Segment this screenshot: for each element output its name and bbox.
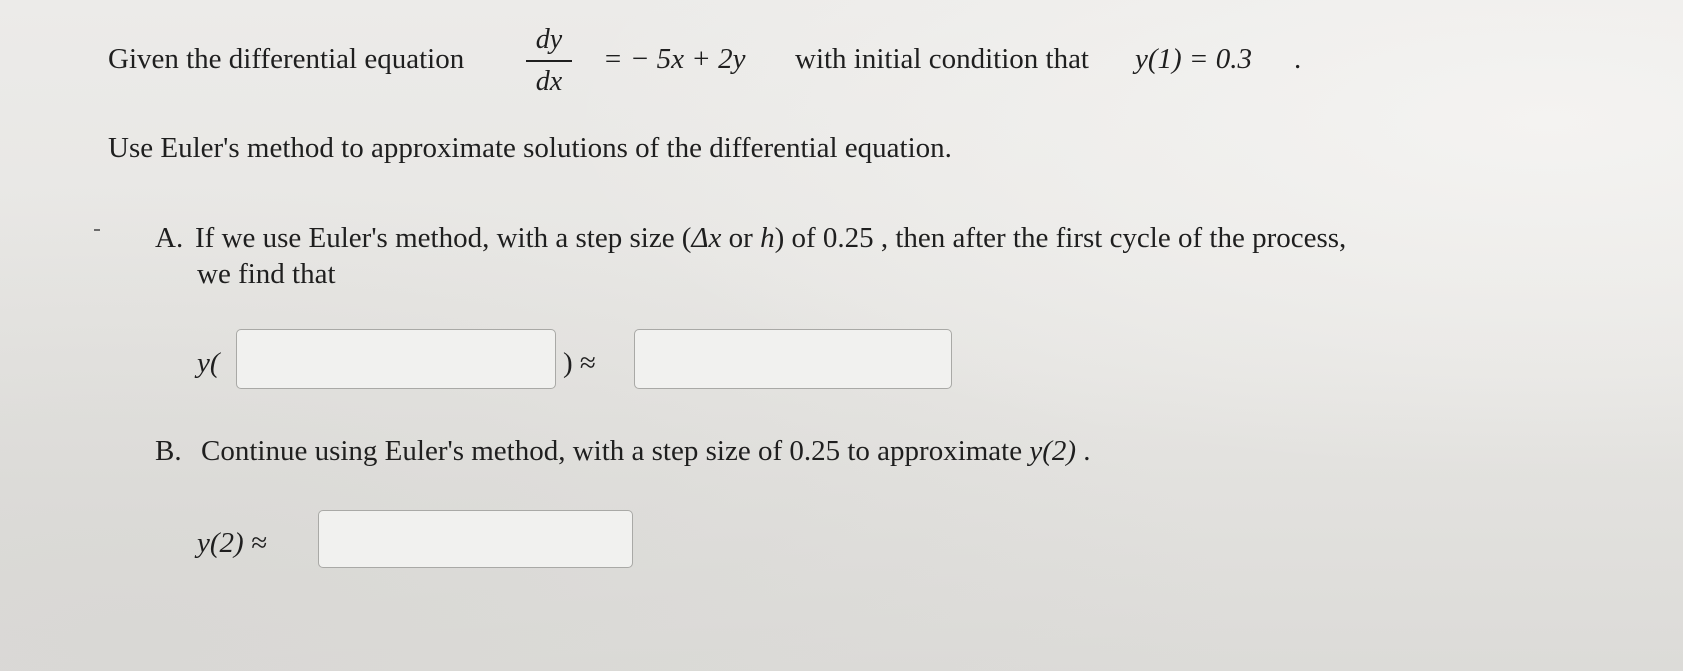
y2-value-input[interactable]: [318, 510, 633, 568]
part-b-label: B.: [155, 435, 182, 467]
intro-suffix: with initial condition that: [795, 43, 1089, 75]
y-open-label: y(: [197, 347, 220, 379]
h-symbol: h: [760, 222, 775, 254]
fraction-bar: [526, 60, 572, 62]
part-a-line1: [195, 224, 1346, 253]
derivative-fraction: [526, 24, 572, 98]
fraction-numerator: dy: [535, 24, 563, 55]
initial-condition: y(1) = 0.3: [1135, 43, 1253, 75]
part-b-target: y(2): [1029, 435, 1077, 467]
part-b-text: [201, 437, 1091, 466]
part-a-line2: we find that: [197, 258, 336, 290]
x-value-input[interactable]: [236, 329, 556, 389]
or-text: or: [721, 222, 761, 254]
intro-prefix: Given the differential equation: [108, 43, 465, 75]
delta-x: Δx: [691, 222, 722, 254]
close-approx-label: ) ≈: [563, 347, 596, 379]
y2-approx-label: y(2) ≈: [197, 527, 267, 559]
list-marker-icon: [94, 229, 100, 231]
y-value-input[interactable]: [634, 329, 952, 389]
part-b-text-post: .: [1076, 435, 1091, 467]
part-a-line1-post: ) of 0.25 , then after the first cycle of the process,: [774, 222, 1347, 254]
part-b-text-pre: Continue using Euler's method, with a step size of 0.25 to approximate: [201, 435, 1030, 467]
intro-period: .: [1294, 43, 1302, 75]
equation-rhs: = − 5x + 2y: [603, 43, 746, 75]
fraction-denominator: dx: [535, 66, 563, 97]
instruction-text: Use Euler's method to approximate solutions of the differential equation.: [108, 132, 952, 164]
part-a-line1-pre: If we use Euler's method, with a step size (: [195, 222, 692, 254]
part-a-label: A.: [155, 222, 184, 254]
